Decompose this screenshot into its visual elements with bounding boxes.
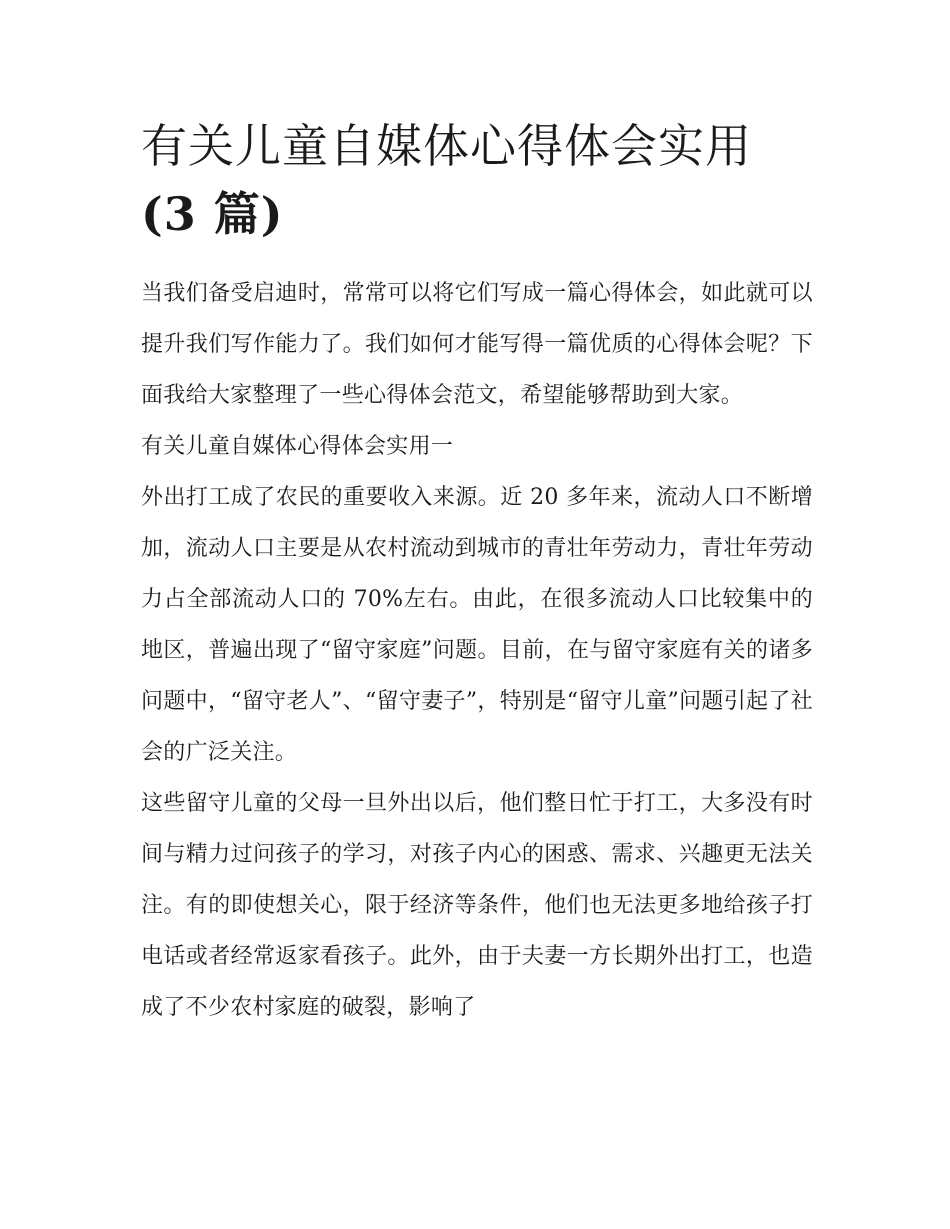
body-paragraph-2: 这些留守儿童的父母一旦外出以后，他们整日忙于打工，大多没有时间与精力过问孩子的学习，对孩子内心的困惑、需求、兴趣更无法关注。有的即使想关心，限于经济等条件，他们也无法更多地给孩子打电话或者经常返家看孩子。此外，由于夫妻一方长期外出打工，也造成了不少农村家庭的破裂，影响了 [141,791,813,1020]
document-content [141,112,813,1033]
body-paragraph-1: 外出打工成了农民的重要收入来源。近 20 多年来，流动人口不断增加，流动人口主要是从农村流动到城市的青壮年劳动力，青壮年劳动力占全部流动人口的 70%左右。由此，在很多流动人口比较集中的地区，普遍出现了“留守家庭”问题。目前，在与留守家庭有关的诸多问题中，“留守老人”、“留守妻子”，特别是“留守儿童”问题引起了社会的广泛关注。 [141,485,813,765]
document-title [141,112,813,248]
section-heading: 有关儿童自媒体心得体会实用一 [141,434,454,459]
document-body [141,268,813,1033]
title-line-2: (3 篇) [141,187,284,241]
title-line-1: 有关儿童自媒体心得体会实用 [141,119,752,173]
intro-paragraph: 当我们备受启迪时，常常可以将它们写成一篇心得体会，如此就可以提升我们写作能力了。我们如何才能写得一篇优质的心得体会呢？下面我给大家整理了一些心得体会范文，希望能够帮助到大家。 [141,281,813,408]
